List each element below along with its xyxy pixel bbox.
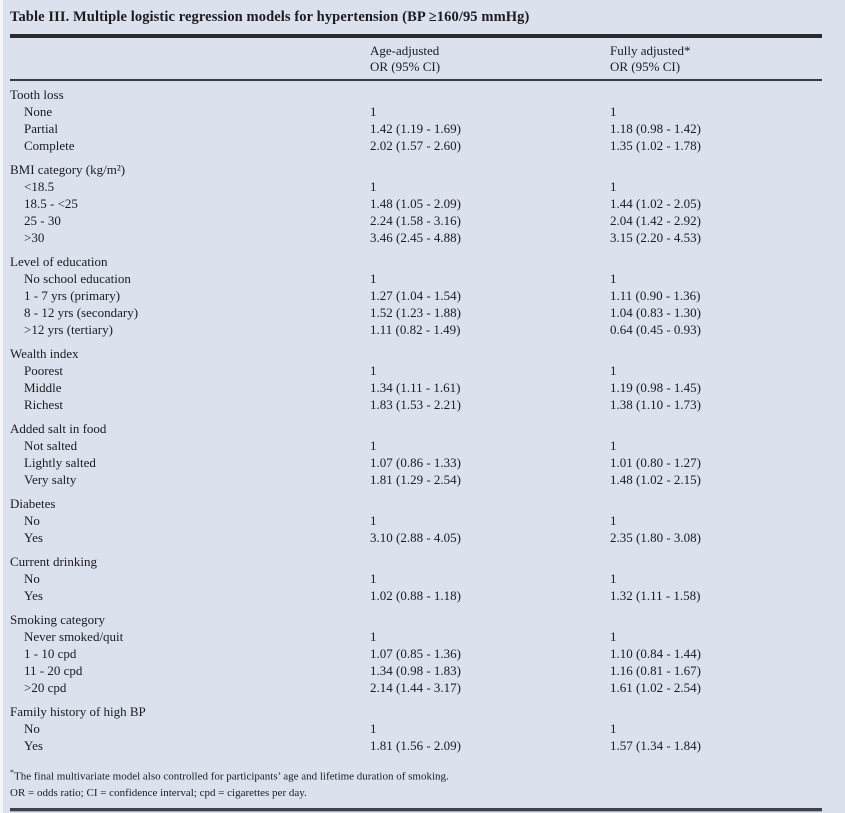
fully-adjusted-value: 1 — [610, 571, 617, 586]
age-adjusted-value: 1 — [370, 571, 377, 586]
row-label: No — [24, 721, 40, 736]
table-row — [10, 379, 822, 396]
age-adjusted-value: 1.02 (0.88 - 1.18) — [370, 588, 461, 603]
age-adjusted-value: 1 — [370, 363, 377, 378]
section-header-row — [10, 611, 822, 628]
table-row — [10, 103, 822, 120]
fully-adjusted-value: 1.10 (0.84 - 1.44) — [610, 646, 701, 661]
fully-adjusted-value: 1.38 (1.10 - 1.73) — [610, 397, 701, 412]
table-section — [10, 253, 822, 338]
row-label: Yes — [24, 588, 43, 603]
table-row — [10, 396, 822, 413]
section-header: Wealth index — [10, 346, 79, 361]
age-adjusted-value: 1.34 (0.98 - 1.83) — [370, 663, 461, 678]
row-label: 25 - 30 — [24, 213, 61, 228]
footnote-adjustment — [10, 765, 822, 785]
row-label: Poorest — [24, 363, 63, 378]
fully-adjusted-value: 1.44 (1.02 - 2.05) — [610, 196, 701, 211]
table-row — [10, 587, 822, 604]
age-adjusted-value: 1 — [370, 721, 377, 736]
page-left-edge — [0, 0, 3, 813]
section-header: BMI category (kg/m²) — [10, 162, 126, 177]
table-row — [10, 454, 822, 471]
bottom-rule — [10, 808, 822, 812]
age-adjusted-value: 1.52 (1.23 - 1.88) — [370, 305, 461, 320]
age-adjusted-value: 1 — [370, 629, 377, 644]
fully-adjusted-value: 3.15 (2.20 - 4.53) — [610, 230, 701, 245]
row-label: No — [24, 571, 40, 586]
row-label: 1 - 10 cpd — [24, 646, 77, 661]
row-label: No school education — [24, 271, 131, 286]
table-row — [10, 628, 822, 645]
table-row — [10, 137, 822, 154]
table-footnotes — [10, 765, 822, 801]
fully-adjusted-value: 1.61 (1.02 - 2.54) — [610, 680, 701, 695]
table-row — [10, 529, 822, 546]
section-header-row — [10, 253, 822, 270]
table-section — [10, 553, 822, 604]
age-adjusted-value: 1.42 (1.19 - 1.69) — [370, 121, 461, 136]
table-row — [10, 720, 822, 737]
age-adjusted-value: 1.07 (0.85 - 1.36) — [370, 646, 461, 661]
table-row — [10, 570, 822, 587]
table-section — [10, 161, 822, 246]
fully-adjusted-header-line2: OR (95% CI) — [610, 59, 681, 74]
table-body — [10, 81, 822, 754]
fully-adjusted-value: 1.19 (0.98 - 1.45) — [610, 380, 701, 395]
row-label: Middle — [24, 380, 62, 395]
section-header-row — [10, 703, 822, 720]
table-section — [10, 703, 822, 754]
section-header-row — [10, 161, 822, 178]
row-label: 18.5 - <25 — [24, 196, 78, 211]
table-row — [10, 195, 822, 212]
age-adjusted-value: 3.10 (2.88 - 4.05) — [370, 530, 461, 545]
age-adjusted-value: 2.14 (1.44 - 3.17) — [370, 680, 461, 695]
age-adjusted-value: 1 — [370, 271, 377, 286]
fully-adjusted-value: 1 — [610, 104, 617, 119]
row-label: Not salted — [24, 438, 78, 453]
section-header: Added salt in food — [10, 421, 107, 436]
row-label: Richest — [24, 397, 63, 412]
footnote-abbreviations-text: OR = odds ratio; CI = confidence interval; cpd = cigarettes per day. — [10, 786, 307, 799]
age-adjusted-value: 1 — [370, 513, 377, 528]
table-section — [10, 495, 822, 546]
row-label: Very salty — [24, 472, 77, 487]
footnote-adjustment-text: The final multivariate model also controlled for participants’ age and lifetime duration of smoking. — [14, 770, 449, 783]
column-header-row — [10, 38, 822, 79]
fully-adjusted-value: 1.32 (1.11 - 1.58) — [610, 588, 701, 603]
row-label: >30 — [24, 230, 45, 245]
fully-adjusted-value: 1.35 (1.02 - 1.78) — [610, 138, 701, 153]
table-row — [10, 679, 822, 696]
fully-adjusted-value: 1 — [610, 629, 617, 644]
fully-adjusted-value: 1 — [610, 271, 617, 286]
row-label: >12 yrs (tertiary) — [24, 322, 113, 337]
column-header-age-adjusted — [370, 43, 610, 75]
section-header: Current drinking — [10, 554, 98, 569]
age-adjusted-value: 1.07 (0.86 - 1.33) — [370, 455, 461, 470]
table-row — [10, 304, 822, 321]
table-section — [10, 345, 822, 413]
age-adjusted-value: 3.46 (2.45 - 4.88) — [370, 230, 461, 245]
age-adjusted-value: 1.48 (1.05 - 2.09) — [370, 196, 461, 211]
fully-adjusted-value: 1 — [610, 438, 617, 453]
row-label: Partial — [24, 121, 58, 136]
fully-adjusted-value: 1.18 (0.98 - 1.42) — [610, 121, 701, 136]
fully-adjusted-value: 2.35 (1.80 - 3.08) — [610, 530, 701, 545]
age-adjusted-value: 1 — [370, 179, 377, 194]
footnote-abbreviations — [10, 785, 822, 801]
table-title: Table III. Multiple logistic regression models for hypertension (BP ≥160/95 mmHg) — [10, 9, 530, 25]
footnote-asterisk-marker: * — [10, 768, 14, 777]
age-adjusted-value: 2.24 (1.58 - 3.16) — [370, 213, 461, 228]
table-row — [10, 512, 822, 529]
section-header-row — [10, 86, 822, 103]
row-label: Lightly salted — [24, 455, 96, 470]
fully-adjusted-value: 1 — [610, 721, 617, 736]
section-header-row — [10, 495, 822, 512]
fully-adjusted-header-line1: Fully adjusted* — [610, 43, 691, 58]
row-label: 8 - 12 yrs (secondary) — [24, 305, 139, 320]
fully-adjusted-value: 1.11 (0.90 - 1.36) — [610, 288, 701, 303]
age-adjusted-value: 1 — [370, 104, 377, 119]
age-adjusted-value: 1.81 (1.56 - 2.09) — [370, 738, 461, 753]
fully-adjusted-value: 1.16 (0.81 - 1.67) — [610, 663, 701, 678]
table-row — [10, 212, 822, 229]
fully-adjusted-value: 2.04 (1.42 - 2.92) — [610, 213, 701, 228]
fully-adjusted-value: 1 — [610, 363, 617, 378]
table-row — [10, 270, 822, 287]
table-row — [10, 178, 822, 195]
fully-adjusted-value: 1.57 (1.34 - 1.84) — [610, 738, 701, 753]
table-row — [10, 437, 822, 454]
age-adjusted-value: 1 — [370, 438, 377, 453]
section-header-row — [10, 553, 822, 570]
fully-adjusted-value: 1.01 (0.80 - 1.27) — [610, 455, 701, 470]
section-header: Smoking category — [10, 612, 105, 627]
table-row — [10, 229, 822, 246]
age-adjusted-value: 2.02 (1.57 - 2.60) — [370, 138, 461, 153]
age-adjusted-value: 1.27 (1.04 - 1.54) — [370, 288, 461, 303]
table-row — [10, 362, 822, 379]
row-label: >20 cpd — [24, 680, 67, 695]
table-section — [10, 420, 822, 488]
age-adjusted-header-line1: Age-adjusted — [370, 43, 440, 58]
table-row — [10, 287, 822, 304]
row-label: 11 - 20 cpd — [24, 663, 83, 678]
age-adjusted-value: 1.81 (1.29 - 2.54) — [370, 472, 461, 487]
section-header: Diabetes — [10, 496, 56, 511]
row-label: 1 - 7 yrs (primary) — [24, 288, 121, 303]
row-label: No — [24, 513, 40, 528]
section-header: Family history of high BP — [10, 704, 146, 719]
row-label: Yes — [24, 530, 43, 545]
fully-adjusted-value: 1 — [610, 179, 617, 194]
table-row — [10, 737, 822, 754]
age-adjusted-value: 1.34 (1.11 - 1.61) — [370, 380, 461, 395]
column-header-fully-adjusted — [610, 43, 822, 75]
row-label: Yes — [24, 738, 43, 753]
table-section — [10, 86, 822, 154]
table-section — [10, 611, 822, 696]
fully-adjusted-value: 0.64 (0.45 - 0.93) — [610, 322, 701, 337]
age-adjusted-header-line2: OR (95% CI) — [370, 59, 441, 74]
section-header-row — [10, 420, 822, 437]
fully-adjusted-value: 1 — [610, 513, 617, 528]
table-row — [10, 471, 822, 488]
table-row — [10, 120, 822, 137]
age-adjusted-value: 1.11 (0.82 - 1.49) — [370, 322, 461, 337]
section-header-row — [10, 345, 822, 362]
table-row — [10, 321, 822, 338]
row-label: Never smoked/quit — [24, 629, 124, 644]
section-header: Level of education — [10, 254, 108, 269]
fully-adjusted-value: 1.48 (1.02 - 2.15) — [610, 472, 701, 487]
row-label: None — [24, 104, 53, 119]
section-header: Tooth loss — [10, 87, 64, 102]
row-label: Complete — [24, 138, 75, 153]
row-label: <18.5 — [24, 179, 55, 194]
age-adjusted-value: 1.83 (1.53 - 2.21) — [370, 397, 461, 412]
table-row — [10, 662, 822, 679]
table-row — [10, 645, 822, 662]
fully-adjusted-value: 1.04 (0.83 - 1.30) — [610, 305, 701, 320]
